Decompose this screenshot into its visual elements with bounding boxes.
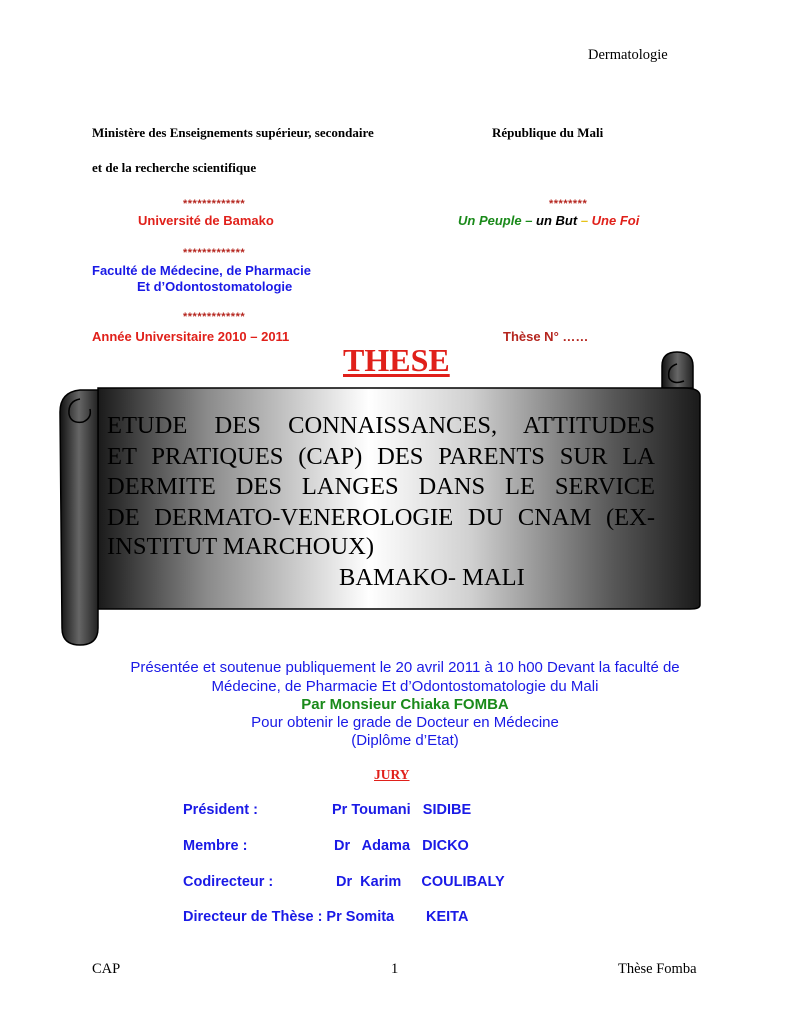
motto-dash-2: –	[577, 213, 592, 228]
separator-stars: ********	[549, 198, 588, 210]
scroll-roll-left	[60, 390, 98, 645]
footer-right: Thèse Fomba	[618, 961, 697, 977]
faculty-line-1: Faculté de Médecine, de Pharmacie	[92, 263, 311, 278]
document-title: THESE	[343, 342, 450, 378]
thesis-location: BAMAKO- MALI	[339, 564, 525, 591]
thesis-title	[107, 411, 655, 533]
faculty-line-2: Et d’Odontostomatologie	[137, 279, 293, 294]
jury-name: Dr Karim COULIBALY	[336, 874, 505, 890]
presentation-line-1: Présentée et soutenue publiquement le 20 avril 2011 à 10 h00 Devant la faculté de	[130, 659, 680, 676]
presentation-line-2: Médecine, de Pharmacie Et d’Odontostomatologie du Mali	[211, 678, 599, 695]
presentation-line-4: Pour obtenir le grade de Docteur en Médecine	[251, 714, 559, 731]
thesis-title-line: DE DERMATO-VENEROLOGIE DU CNAM (EX-	[107, 503, 655, 531]
university-name: Université de Bamako	[138, 213, 274, 228]
motto-part-3: Une Foi	[591, 213, 640, 228]
thesis-title-line: DERMITE DES LANGES DANS LE SERVICE	[107, 473, 655, 500]
jury-role: Membre :	[183, 838, 248, 854]
ministry-line-2: et de la recherche scientifique	[92, 160, 257, 175]
separator-stars: *************	[183, 311, 246, 323]
thesis-number: Thèse N° ……	[503, 329, 589, 344]
jury-name: Pr Toumani SIDIBE	[332, 802, 472, 818]
presentation-line-5: (Diplôme d’Etat)	[351, 732, 459, 749]
jury-role: Directeur de Thèse : Pr Somita	[183, 909, 395, 925]
author-name: Par Monsieur Chiaka FOMBA	[301, 696, 509, 713]
jury-name: KEITA	[426, 909, 469, 925]
motto-part-2: un But	[536, 213, 578, 228]
jury-name: Dr Adama DICKO	[334, 838, 469, 854]
thesis-title-line: ET PRATIQUES (CAP) DES PARENTS SUR LA	[107, 442, 655, 470]
academic-year: Année Universitaire 2010 – 2011	[92, 329, 290, 344]
footer-left: CAP	[92, 961, 121, 977]
page-number: 1	[391, 961, 399, 977]
page-header: Dermatologie	[588, 47, 668, 63]
jury-heading: JURY	[374, 767, 410, 782]
motto-part-1: Un Peuple	[458, 213, 522, 228]
separator-stars: *************	[183, 247, 246, 259]
republic-label: République du Mali	[492, 125, 604, 140]
motto-dash-1: –	[521, 213, 537, 228]
jury-role: Codirecteur :	[183, 874, 274, 890]
ministry-line-1: Ministère des Enseignements supérieur, secondaire	[92, 125, 374, 140]
thesis-title-line: ETUDE DES CONNAISSANCES, ATTITUDES	[107, 412, 655, 439]
thesis-title-line: INSTITUT MARCHOUX)	[107, 533, 374, 560]
separator-stars: *************	[183, 198, 246, 210]
jury-role: Président :	[183, 802, 258, 818]
